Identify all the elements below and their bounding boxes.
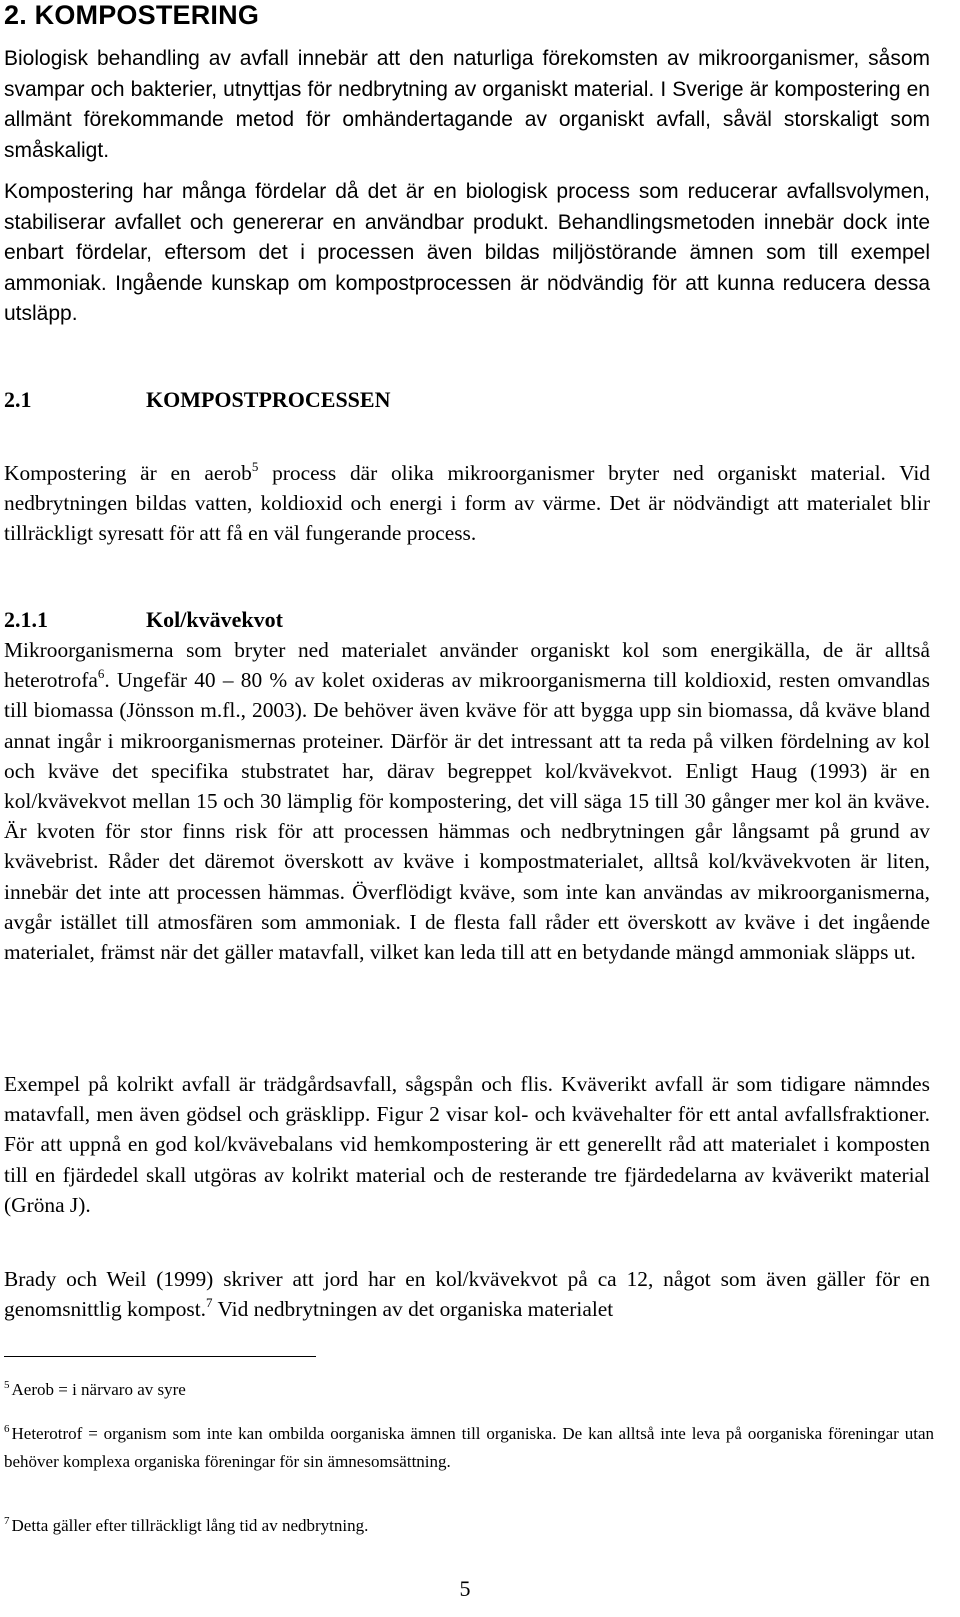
- intro-paragraph-2: Kompostering har många fördelar då det är en biologisk process som reducerar avfallsvolymen, stabiliserar avfallet och genererar en användbar produkt. Behandlingsmetoden innebär dock inte enbart fördelar, eftersom det i processen även bildas miljöstörande ämnen som till exempel ammoniak. Ingående kunskap om kompostprocessen är nödvändig för att kunna reducera dessa utsläpp.: [4, 180, 930, 325]
- chapter-title: 2. KOMPOSTERING: [4, 0, 260, 30]
- footnote-7: [4, 1512, 934, 1540]
- footnote-mark: 7: [4, 1515, 10, 1527]
- text-run: . Ungefär 40 – 80 % av kolet oxideras av mikroorganismerna till koldioxid, resten omvandlas till biomassa (Jönsson m.fl., 2003). De behöver även kväve för att bygga upp sin biomassa, då kväve bland annat ingår i mikroorganismernas proteiner. Därför är det intressant att ta reda på vilken fördelning av kol och kväve det specifika stubstratet har, därav begreppet kol/kvävekvot. Enligt Haug (1993) är en kol/kvävekvot mellan 15 och 30 lämplig för kompostering, det vill säga 15 till 30 gånger mer kol än kväve. Är kvoten för stor finns risk för att processen hämmas och nedbrytningen går långsamt på grund av kvävebrist. Råder det däremot överskott av kväve i kompostmaterialet, alltså kol/kvävekvoten är liten, innebär det inte att processen hämmas. Överflödigt kväve, som inte kan användas av mikroorganismerna, avgår istället till atmosfären som ammoniak. I de flesta fall råder ett överskott av kväve i det ingående materialet, främst när det gäller matavfall, vilket kan leda till att en betydande mängd ammoniak släpps ut.: [4, 668, 930, 965]
- section-2-1-title: KOMPOSTPROCESSEN: [146, 387, 391, 412]
- footnote-ref-7[interactable]: 7: [206, 1295, 213, 1311]
- section-2-1-paragraph: [4, 458, 930, 549]
- footnote-text: Aerob = i närvaro av syre: [11, 1380, 186, 1399]
- section-2-1-1-paragraph-1: [4, 635, 930, 967]
- footnote-5: [4, 1376, 934, 1404]
- footnote-text: Detta gäller efter tillräckligt lång tid av nedbrytning.: [11, 1516, 369, 1535]
- footnote-mark: 5: [4, 1379, 10, 1391]
- footnote-6: [4, 1420, 934, 1476]
- section-2-1-1-paragraph-3: [4, 1264, 930, 1324]
- footnote-ref-6[interactable]: 6: [97, 666, 105, 682]
- text-run: Vid nedbrytningen av det organiska materialet: [212, 1297, 614, 1322]
- section-2-1-1-heading: [4, 605, 283, 635]
- section-2-1-number: 2.1: [4, 387, 32, 412]
- page-number: 5: [459, 1576, 471, 1601]
- footnote-separator: [4, 1356, 316, 1357]
- section-2-1-1-title: Kol/kvävekvot: [146, 607, 283, 632]
- section-2-1-1-paragraph-2: Exempel på kolrikt avfall är trädgårdsavfall, sågspån och flis. Kväverikt avfall är som tidigare nämndes matavfall, men även gödsel och gräsklipp. Figur 2 visar kol- och kvävehalter för ett antal avfallsfraktioner. För att uppnå en god kol/kvävebalans vid hemkompostering är ett generellt råd att materialet i komposten till en fjärdedel skall utgöras av kolrikt material och de resterande tre fjärdedelarna av kväverikt material (Gröna J).: [4, 1072, 930, 1217]
- text-run: process där olika mikroorganismer bryter ned organiskt material. Vid nedbrytningen bildas vatten, koldioxid och energi i form av värme. Det är nödvändigt att materialet blir tillräckligt syresatt för att få en väl fungerande process.: [4, 461, 930, 546]
- text-run: Brady och Weil (1999) skriver att jord har en kol/kvävekvot på ca 12, något som även gäller för en genomsnittlig kompost.: [4, 1267, 930, 1322]
- footnote-mark: 6: [4, 1423, 10, 1435]
- footnote-text: Heterotrof = organism som inte kan ombilda oorganiska ämnen till organiska. De kan alltså inte leva på oorganiska föreningar utan behöver komplexa organiska föreningar för sin ämnesomsättning.: [4, 1424, 934, 1471]
- footnote-ref-5[interactable]: 5: [251, 459, 259, 474]
- text-run: Kompostering är en aerob: [4, 461, 252, 485]
- intro-paragraph-1: Biologisk behandling av avfall innebär att den naturliga förekomsten av mikroorganismer, såsom svampar och bakterier, utnyttjas för nedbrytning av organiskt material. I Sverige är kompostering en allmänt förekommande metod för omhändertagande av organiskt avfall, såväl storskaligt som småskaligt.: [4, 47, 930, 162]
- section-2-1-1-number: 2.1.1: [4, 607, 48, 632]
- text-run: Mikroorganismerna som bryter ned materialet använder organiskt kol som energikälla, de är alltså heterotrofa: [4, 638, 930, 693]
- section-2-1-heading: [4, 385, 390, 415]
